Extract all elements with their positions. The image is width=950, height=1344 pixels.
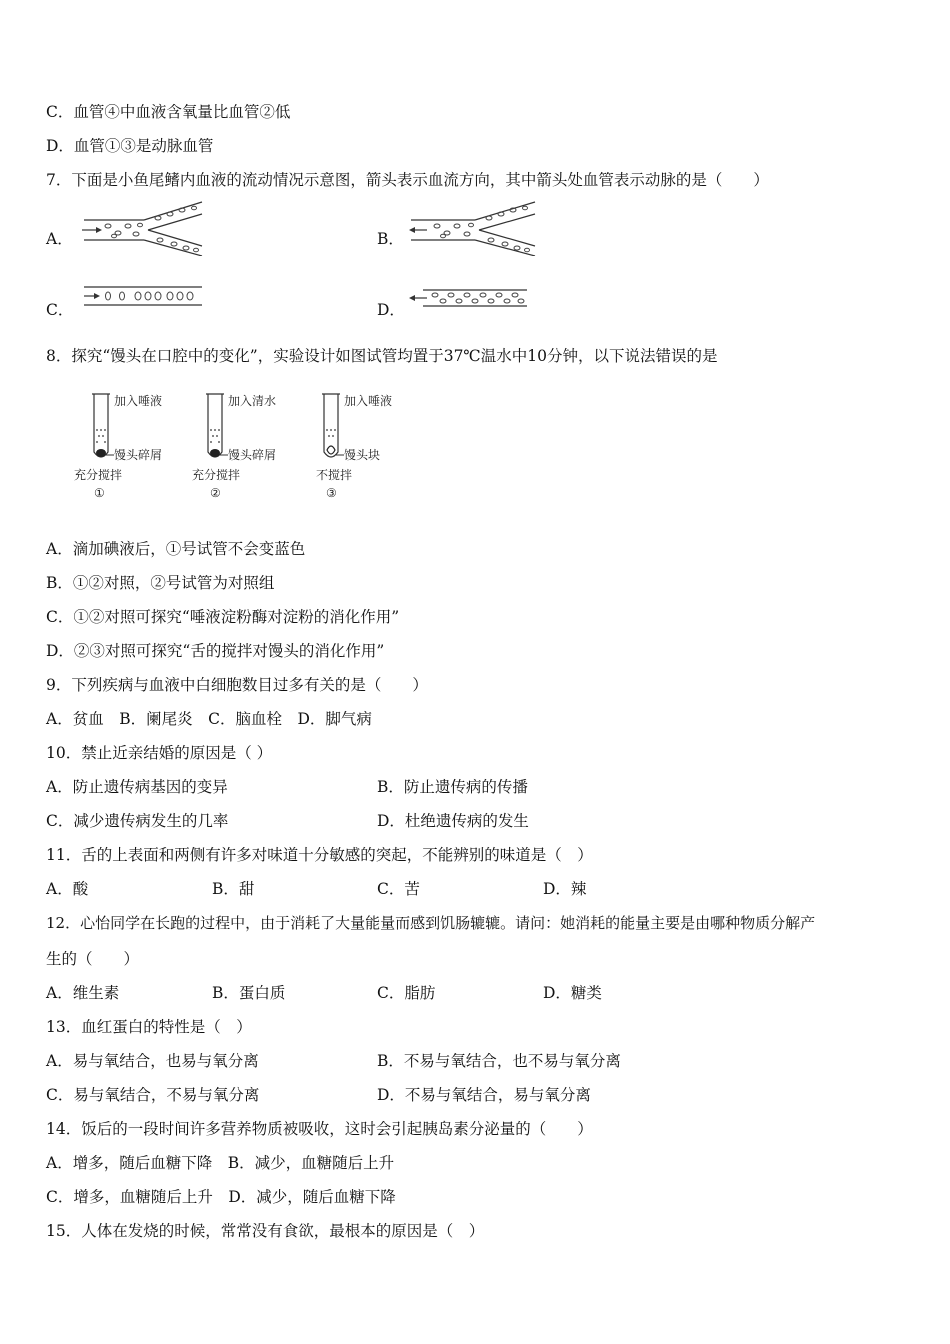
q6-option-d: D．血管①③是动脉血管 bbox=[46, 137, 214, 155]
q10-option-d: D．杜绝遗传病的发生 bbox=[377, 812, 529, 830]
q9-stem: 9．下列疾病与血液中白细胞数目过多有关的是（ ） bbox=[46, 676, 428, 694]
q7-figure-c bbox=[80, 284, 205, 308]
q11-option-b: B．甜 bbox=[212, 880, 255, 898]
q10-stem: 10．禁止近亲结婚的原因是（ ） bbox=[46, 744, 273, 762]
tube-3-top-label: 加入唾液 bbox=[344, 394, 393, 408]
q8-stem: 8．探究“馒头在口腔中的变化”，实验设计如图试管均置于37℃温水中10分钟，以下说法错误的是 bbox=[46, 347, 718, 365]
q7-figure-a bbox=[78, 200, 208, 256]
q8-option-d: D．②③对照可探究“舌的搅拌对馒头的消化作用” bbox=[46, 642, 385, 660]
q13-option-a: A．易与氧结合，也易与氧分离 bbox=[46, 1052, 259, 1070]
tube-1-bottom-label: 充分搅拌 bbox=[74, 468, 123, 482]
q13-option-c: C．易与氧结合，不易与氧分离 bbox=[46, 1086, 260, 1104]
tube-2-number: ② bbox=[210, 486, 221, 500]
q12-stem-line1: 12．心怡同学在长跑的过程中，由于消耗了大量能量而感到饥肠辘辘。请问：她消耗的能量主要是由哪种物质分解产 bbox=[46, 914, 816, 932]
tube-1-number: ① bbox=[94, 486, 105, 500]
q15-stem: 15．人体在发烧的时候，常常没有食欲，最根本的原因是（ ） bbox=[46, 1222, 485, 1240]
q7-option-b-label: B． bbox=[377, 230, 404, 248]
q11-option-a: A．酸 bbox=[46, 880, 89, 898]
q10-option-b: B．防止遗传病的传播 bbox=[377, 778, 528, 796]
q7-figure-d bbox=[405, 287, 530, 309]
tube-3-bottom-label: 不搅拌 bbox=[316, 468, 353, 482]
q8-option-a: A．滴加碘液后，①号试管不会变蓝色 bbox=[46, 540, 306, 558]
q7-option-a-label: A． bbox=[46, 230, 73, 248]
q12-option-c: C．脂肪 bbox=[377, 984, 436, 1002]
q12-stem-line2: 生的（ ） bbox=[46, 950, 140, 968]
q14-options-ab: A．增多，随后血糖下降 B．减少，血糖随后上升 bbox=[46, 1154, 395, 1172]
q12-option-a: A．维生素 bbox=[46, 984, 120, 1002]
q7-stem: 7．下面是小鱼尾鳍内血液的流动情况示意图，箭头表示血流方向，其中箭头处血管表示动脉的是（ ） bbox=[46, 171, 769, 189]
q14-stem: 14．饭后的一段时间许多营养物质被吸收，这时会引起胰岛素分泌量的（ ） bbox=[46, 1120, 593, 1138]
q7-option-c-label: C． bbox=[46, 301, 74, 319]
q12-option-d: D．糖类 bbox=[543, 984, 602, 1002]
q11-option-d: D．辣 bbox=[543, 880, 587, 898]
q11-option-c: C．苦 bbox=[377, 880, 420, 898]
tube-2-side-label: 馒头碎屑 bbox=[228, 448, 277, 462]
q7-option-d-label: D． bbox=[377, 301, 405, 319]
q6-option-c: C．血管④中血液含氧量比血管②低 bbox=[46, 103, 291, 121]
q14-options-cd: C．增多，血糖随后上升 D．减少，随后血糖下降 bbox=[46, 1188, 396, 1206]
tube-2-bottom-label: 充分搅拌 bbox=[192, 468, 241, 482]
q7-figure-b bbox=[405, 200, 540, 256]
tube-1-side-label: 馒头碎屑 bbox=[114, 448, 163, 462]
tube-2-top-label: 加入清水 bbox=[228, 394, 277, 408]
tube-3-side-label: 馒头块 bbox=[344, 448, 381, 462]
q10-option-c: C．减少遗传病发生的几率 bbox=[46, 812, 229, 830]
q8-option-b: B．①②对照，②号试管为对照组 bbox=[46, 574, 275, 592]
q13-option-d: D．不易与氧结合，易与氧分离 bbox=[377, 1086, 591, 1104]
tube-3-number: ③ bbox=[326, 486, 337, 500]
q9-options: A．贫血 B．阑尾炎 C．脑血栓 D．脚气病 bbox=[46, 710, 372, 728]
q13-option-b: B．不易与氧结合，也不易与氧分离 bbox=[377, 1052, 621, 1070]
q10-option-a: A．防止遗传病基因的变异 bbox=[46, 778, 228, 796]
q11-stem: 11．舌的上表面和两侧有许多对味道十分敏感的突起，不能辨别的味道是（ ） bbox=[46, 846, 593, 864]
q13-stem: 13．血红蛋白的特性是（ ） bbox=[46, 1018, 252, 1036]
tube-leader-lines bbox=[72, 392, 392, 504]
q8-option-c: C．①②对照可探究“唾液淀粉酶对淀粉的消化作用” bbox=[46, 608, 400, 626]
q12-option-b: B．蛋白质 bbox=[212, 984, 286, 1002]
q8-test-tube-figure bbox=[72, 392, 392, 504]
tube-1-top-label: 加入唾液 bbox=[114, 394, 163, 408]
